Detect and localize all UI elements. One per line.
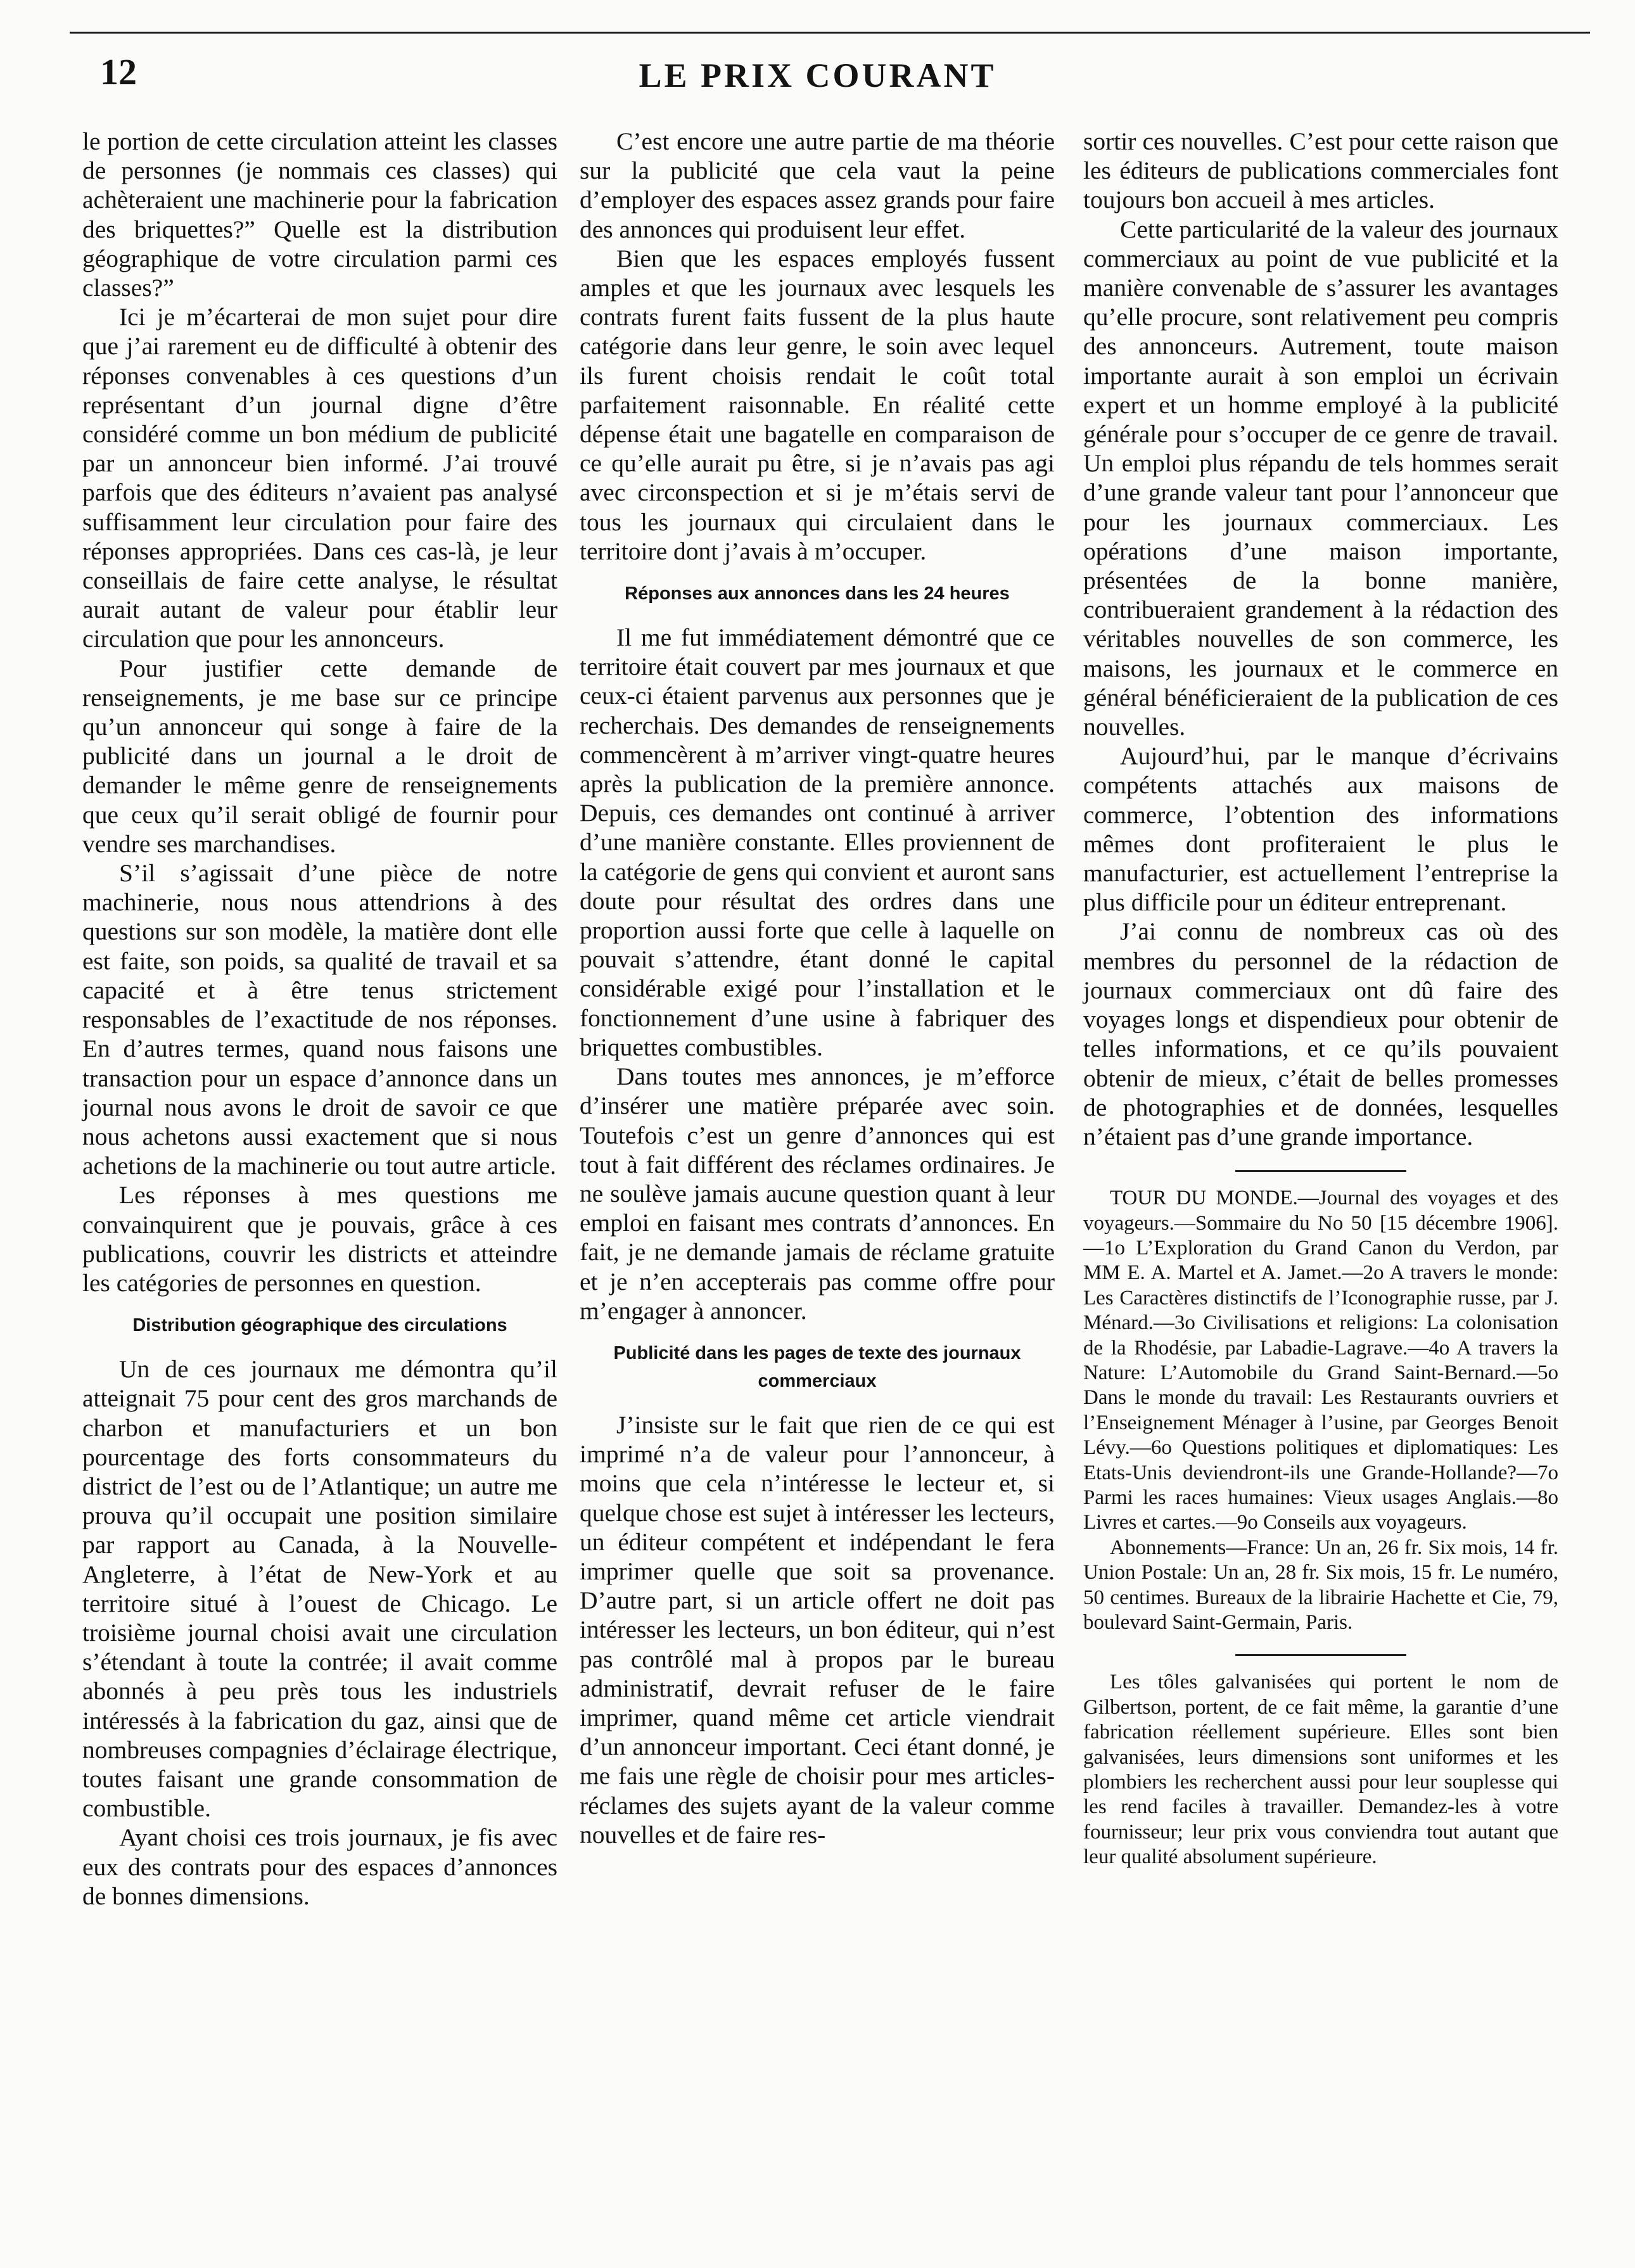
column-2 (580, 127, 1055, 1849)
section-heading: Publicité dans les pages de texte des journaux commerciaux (613, 1342, 1021, 1391)
page-title: LE PRIX COURANT (639, 56, 996, 94)
tour-du-monde-notice (1083, 1186, 1558, 1635)
paragraph: J’ai connu de nombreux cas où des membres du personnel de la rédaction de journaux commerciaux ont dû faire des voyages longs et dispendieux pour obtenir de telles informations, et ce qu’ils pouvaient obtenir de mieux, c’était de belles promesses de photographies et de données, lesquelles n’étaient pas d’une grande importance. (1083, 917, 1558, 1150)
paragraph: S’il s’agissait d’une pièce de notre machinerie, nous nous attendrions à des questions sur son modèle, la matière dont elle est faite, son poids, sa qualité de travail et sa capacité et à être tenus strictement responsables de l’exactitude de nos réponses. En d’autres termes, quand nous faisons une transaction pour un espace d’annonce dans un journal nous avons le droit de savoir ce que nous achetons aussi exactement que si nous achetions de la machinerie ou tout autre article. (82, 859, 557, 1180)
paragraph: Il me fut immédiatement démontré que ce territoire était couvert par mes journaux et que ceux-ci étaient parvenus aux personnes que je recherchais. Des demandes de renseignements commencèrent à m’arriver vingt-quatre heures après la publication de la première annonce. Depuis, ces demandes ont continué à arriver d’une manière constante. Elles proviennent de la catégorie de gens qui convient et auront sans doute pour résultat des ordres dans une proportion aussi forte que celle à laquelle on pouvait s’attendre, étant donné le capital considérable exigé pour l’installation et le fonctionnement d’une usine à fabriquer des briquettes combustibles. (580, 623, 1055, 1061)
section-heading: Réponses aux annonces dans les 24 heures (625, 583, 1010, 604)
paragraph: Bien que les espaces employés fussent amples et que les journaux avec lesquels les contrats furent faits fussent de la plus haute catégorie dans leur genre, le soin avec lequel ils furent choisis rendait le coût total parfaitement raisonnable. En réalité cette dépense était une bagatelle en comparaison de ce qu’elle aurait pu être, si je n’avais pas agi avec circonspection et si je m’étais servi de tous les journaux qui circulaient dans le territoire dont j’avais à m’occuper. (580, 244, 1055, 565)
paragraph: Cette particularité de la valeur des journaux commerciaux au point de vue publicité et la manière convenable de s’assurer les avantages qu’elle procure, sont relativement peu compris des annonceurs. Autrement, toute maison importante aurait à son emploi un écrivain expert et un homme employé à la publicité générale pour s’occuper de ce genre de travail. Un emploi plus répandu de tels hommes serait d’une grande valeur tant pour l’annonceur que pour les journaux commerciaux. Les opérations d’une maison importante, présentées de la bonne manière, contribueraient grandement à la rédaction des véritables nouvelles de son commerce, les maisons, les journaux et le commerce en général bénéficieraient de la publication de ces nouvelles. (1083, 215, 1558, 741)
section-heading: Distribution géographique des circulations (132, 1315, 507, 1336)
column-3 (1083, 127, 1558, 1870)
column-1 (82, 127, 557, 1911)
paragraph: TOUR DU MONDE.—Journal des voyages et des voyageurs.—Sommaire du No 50 [15 décembre 1906].—1o L’Exploration du Grand Canon du Verdon, par MM E. A. Martel et A. Jamet.—2o A travers le monde: Les Caractères distinctifs de l’Iconographie russe, par J. Ménard.—3o Civilisations et religions: La colonisation de la Rhodésie, par Labadie-Lagrave.—4o A travers la Nature: L’Automobile du Grand Saint-Bernard.—5o Dans le monde du travail: Les Restaurants ouvriers et l’Enseignement Ménager à l’usine, par Georges Benoit Lévy.—6o Questions politiques et diplomatiques: Les Etats-Unis deviendront-ils une Grande-Hollande?—7o Parmi les races humaines: Vieux usages Anglais.—8o Livres et cartes.—9o Conseils aux voyageurs. (1083, 1187, 1558, 1534)
paragraph: le portion de cette circulation atteint les classes de personnes (je nommais ces classes) qui achèteraient une machinerie pour la fabrication des briquettes?” Quelle est la distribution géographique de votre circulation parmi ces classes?” (82, 127, 557, 302)
paragraph: Aujourd’hui, par le manque d’écrivains compétents attachés aux maisons de commerce, l’obtention des informations mêmes dont profiteraient le plus le manufacturier, est actuellement l’entreprise la plus difficile pour un éditeur entreprenant. (1083, 742, 1558, 917)
section-divider (1235, 1170, 1406, 1172)
paragraph: Ici je m’écarterai de mon sujet pour dire que j’ai rarement eu de difficulté à obtenir des réponses convenables à ces questions d’un représentant d’un journal digne d’être considéré comme un bon médium de publicité par un annonceur bien informé. J’ai trouvé parfois que des éditeurs n’avaient pas analysé suffisamment leur circulation pour faire des réponses appropriées. Dans ces cas-là, je leur conseillais de faire cette analyse, le résultat aurait autant de valeur pour établir leur circulation que pour les annonceurs. (82, 303, 557, 653)
paragraph: sortir ces nouvelles. C’est pour cette raison que les éditeurs de publications commerciales font toujours bon accueil à mes articles. (1083, 127, 1558, 214)
page-number: 12 (100, 51, 137, 92)
paragraph: Dans toutes mes annonces, je m’efforce d’insérer une matière préparée avec soin. Toutefois c’est un genre d’annonces qui est tout à fait différent des réclames ordinaires. Je ne soulève jamais aucune question quant à leur emploi en faisant mes contrats d’annonces. En fait, je ne demande jamais de réclame gratuite et je n’en accepterais pas comme offre pour m’engager à annoncer. (580, 1062, 1055, 1325)
paragraph: Un de ces journaux me démontra qu’il atteignait 75 pour cent des gros marchands de charbon et manufacturiers et un bon pourcentage des forts consommateurs du district de l’est ou de l’Atlantique; un autre me prouva qu’il occupait une position similaire par rapport au Canada, à la Nouvelle-Angleterre, à l’état de New-York et au territoire situé à l’ouest de Chicago. Le troisième journal choisi avait une circulation s’étendant à toute la contrée; il avait comme abonnés à peu près tous les industriels intéressés à la fabrication du gaz, ainsi que de nombreuses compagnies d’éclairage électrique, toutes faisant une grande consommation de combustible. (82, 1355, 557, 1823)
paragraph: Les réponses à mes questions me convainquirent que je pouvais, grâce à ces publications, couvrir les districts et atteindre les catégories de personnes en question. (82, 1181, 557, 1297)
gilbertson-notice (1083, 1670, 1558, 1870)
section-divider (1235, 1654, 1406, 1656)
paragraph: Abonnements—France: Un an, 26 fr. Six mois, 14 fr. Union Postale: Un an, 28 fr. Six mois, 15 fr. Le numéro, 50 centimes. Bureaux de la librairie Hachette et Cie, 79, boulevard Saint-Germain, Paris. (1083, 1536, 1558, 1634)
paragraph: Les tôles galvanisées qui portent le nom de Gilbertson, portent, de ce fait même, la garantie d’une fabrication réellement supérieure. Elles sont bien galvanisées, leurs dimensions sont uniformes et les plombiers les recherchent aussi pour leur souplesse qui les rend faciles à travailler. Demandez-les à votre fournisseur; leur prix vous conviendra tout autant que leur qualité absolument supérieure. (1083, 1671, 1558, 1869)
paragraph: Ayant choisi ces trois journaux, je fis avec eux des contrats pour des espaces d’annonces de bonnes dimensions. (82, 1823, 557, 1910)
paragraph: Pour justifier cette demande de renseignements, je me base sur ce principe qu’un annonceur qui songe à faire de la publicité dans un journal a le droit de demander le même genre de renseignements que ceux qu’il serait obligé de fournir pour vendre ses marchandises. (82, 654, 557, 858)
paragraph: J’insiste sur le fait que rien de ce qui est imprimé n’a de valeur pour l’annonceur, à moins que cela n’intéresse le lecteur et, si quelque chose est sujet à intéresser les lecteurs, un éditeur compétent et indépendant le fera imprimer quelle que soit sa provenance. D’autre part, si un article offert ne doit pas intéresser les lecteurs, un bon éditeur, qui n’est pas contrôlé mal à propos par le bureau administratif, devrait refuser de le faire imprimer, quand même cet article viendrait d’un annonceur important. Ceci étant donné, je me fais une règle de choisir pour mes articles-réclames des sujets ayant de la valeur comme nouvelles et de faire res- (580, 1410, 1055, 1849)
paragraph: C’est encore une autre partie de ma théorie sur la publicité que cela vaut la peine d’employer des espaces assez grands pour faire des annonces qui produisent leur effet. (580, 127, 1055, 243)
top-rule (70, 32, 1590, 34)
